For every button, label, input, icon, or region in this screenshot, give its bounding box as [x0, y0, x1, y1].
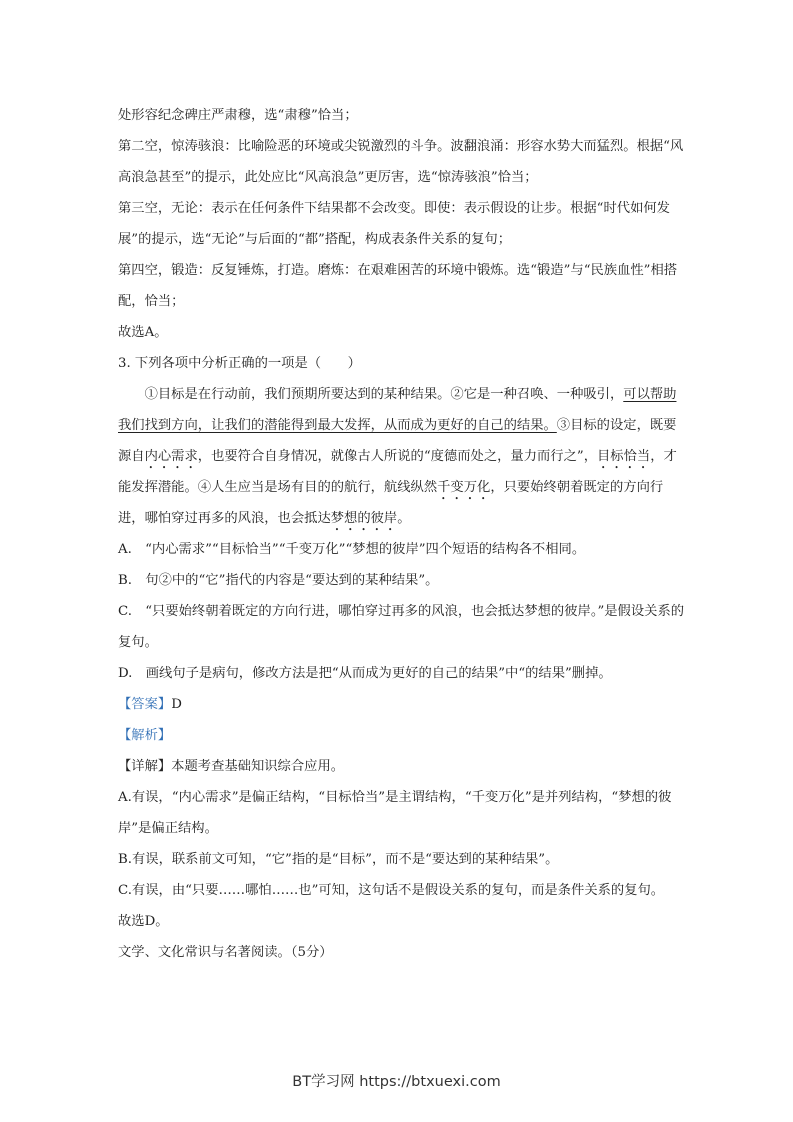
- question-3-passage: [118, 379, 688, 534]
- question-3-stem: 3. 下列各项中分析正确的一项是（ ）: [118, 356, 361, 371]
- passage-text: ，也要符合自身情况，就像古人所说的“度德而处之，量力而行之”，: [197, 449, 597, 464]
- option-c: C. “只要始终朝着既定的方向行进，哪怕穿过再多的风浪，也会抵达梦想的彼岸。”是假设关系的复句。: [118, 604, 685, 650]
- passage-text: 。: [397, 511, 411, 526]
- underlined-sentence: 可以帮助我们找到方向，让我们的潜能得到最大发挥，从而成为更好的自己的结果。: [118, 387, 677, 433]
- analysis-tag: 【解析】: [118, 728, 172, 743]
- q3-conclusion: 故选D。: [118, 914, 169, 929]
- analysis-option-a: A.有误，“内心需求”是偏正结构，“目标恰当”是主谓结构，“千变万化”是并列结构，“梦想的彼岸”是偏正结构。: [118, 790, 672, 836]
- blank-3-analysis: 第三空，无论：表示在任何条件下结果都不会改变。即使：表示假设的让步。根据“时代如何发展”的提示，选“无论”与后面的“都”搭配，构成表条件关系的复句；: [118, 201, 670, 247]
- passage-text: ①目标是在行动前，我们预期所要达到的某种结果。②它是一种召唤、一种吸引，: [144, 387, 624, 402]
- option-b: B. 句②中的“它”指代的内容是“要达到的某种结果”。: [118, 573, 439, 588]
- blank-4-analysis: 第四空，锻造：反复锤炼，打造。磨炼：在艰难困苦的环境中锻炼。选“锻造”与“民族血性”相搭配，恰当；: [118, 263, 678, 309]
- emphasized-phrase: 千变万化: [437, 480, 491, 495]
- answer-value: D: [171, 697, 182, 712]
- passage-text: ，只要始终朝着既定的方向行进，哪怕穿过再多的风浪，也会抵达: [118, 480, 664, 526]
- prev-answer-line: 处形容纪念碑庄严肃穆，选“肃穆”恰当；: [118, 108, 358, 123]
- emphasized-phrase: 内心需求: [144, 449, 198, 464]
- footer-watermark: BT学习网 https://btxuexi.com: [292, 1074, 501, 1090]
- answer-tag: 【答案】: [118, 697, 172, 712]
- analysis-option-c: C.有误，由“只要……哪怕……也”可知，这句话不是假设关系的复句，而是条件关系的复句。: [118, 883, 665, 898]
- option-d: D. 画线句子是病句，修改方法是把“从而成为更好的自己的结果”中“的结果”删掉。: [118, 666, 612, 681]
- emphasized-phrase: 目标恰当: [597, 449, 651, 464]
- answer-line: [118, 689, 688, 720]
- section-title: 文学、文化常识与名著阅读。（5分）: [118, 945, 333, 960]
- blank-2-analysis: 第二空，惊涛骇浪：比喻险恶的环境或尖锐激烈的斗争。波翻浪涌：形容水势大而猛烈。根据“风高浪急甚至”的提示，此处应比“风高浪急”更厉害，选“惊涛骇浪”恰当；: [118, 139, 684, 185]
- prev-conclusion: 故选A。: [118, 325, 168, 340]
- passage-text: ③目标的设定，既要源自: [118, 418, 677, 464]
- passage-text: ，才能发挥潜能。④人生应当是场有目的的航行，航线纵然: [118, 449, 677, 495]
- option-a: A. “内心需求”“目标恰当”“千变万化”“梦想的彼岸”四个短语的结构各不相同。: [118, 542, 586, 557]
- emphasized-phrase: 梦想的彼岸: [330, 511, 398, 526]
- document-body: [118, 100, 688, 968]
- analysis-option-b: B.有误，联系前文可知，“它”指的是“目标”，而不是“要达到的某种结果”。: [118, 852, 559, 867]
- detail-line: 【详解】本题考查基础知识综合应用。: [118, 759, 345, 774]
